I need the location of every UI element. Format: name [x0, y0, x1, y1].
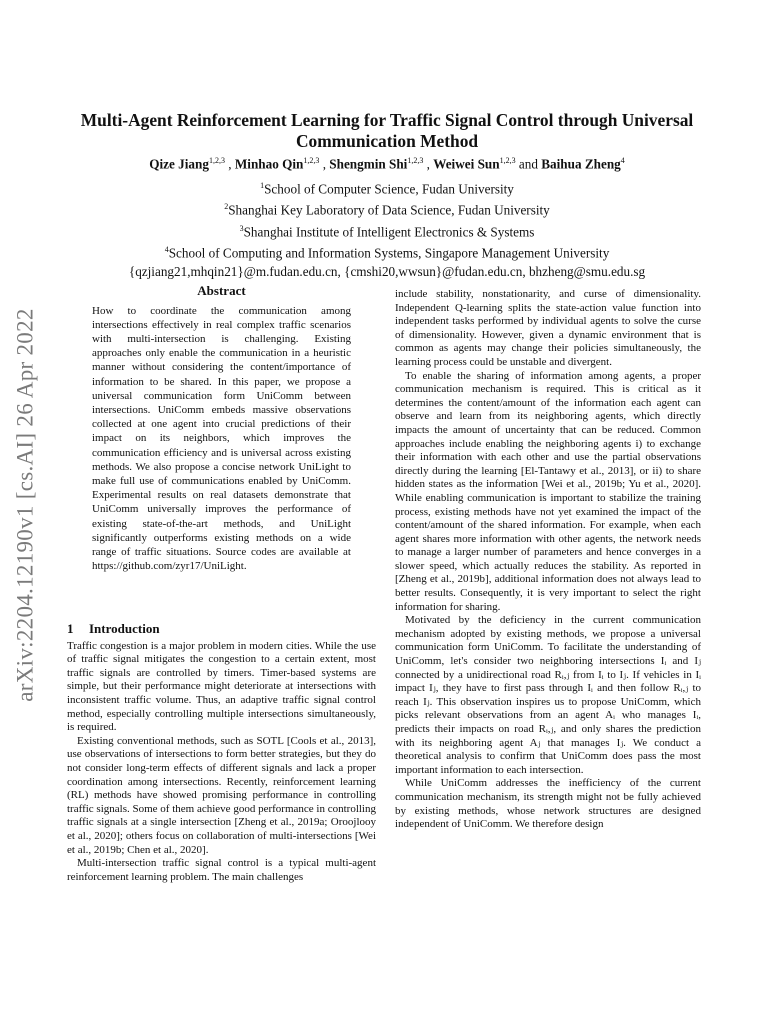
introduction-section [67, 622, 376, 884]
affiliation-text: Shanghai Key Laboratory of Data Science, Fudan University [228, 202, 550, 218]
body-paragraph: To enable the sharing of information among agents, a proper communication mechanism is required. This is critical as it determines the content/amount of the information each agent can observe and learn from its neighboring agents, which directly impacts the amount of uncertainty that can be reduced. Common approaches include enabling the neighboring agents i) to exchange their information with each other and use the partial observations directly during the learning [El-Tantawy et al., 2013], or ii) to share hidden states as the information [Wei et al., 2019b; Yu et al., 2020]. While enabling communication is important to stabilize the training process, existing methods have not yet examined the impact of the content/amount of the shared information. For example, when each agent shares more information with other agents, the network needs to manage a larger number of parameters and hence converges in a slower speed, which actually reduces the stability. As reported in [Zheng et al., 2019b], additional information does not always lead to better results. Consequently, it is very important to select the right information for sharing. [395, 369, 701, 613]
author-separator: , [224, 156, 235, 172]
author-name: Weiwei Sun [433, 156, 500, 172]
affiliation-text: School of Computer Science, Fudan University [264, 181, 514, 197]
body-paragraph: While UniComm addresses the inefficiency of the current communication mechanism, its strength might not be fully achieved by existing methods, whose network structures are designed independent of UniComm. We therefore design [395, 777, 701, 831]
author-list [62, 156, 712, 172]
body-paragraph: Motivated by the deficiency in the current communication mechanism adopted by existing methods, we propose a universal communication form UniComm. To facilitate the understanding of UniComm, let's consider two neighboring intersections Iᵢ and Iⱼ connected by a unidirectional road Rᵢ,ⱼ from Iᵢ to Iⱼ. If vehicles in Iᵢ impact Iⱼ, they have to first pass through Iᵢ and then follow Rᵢ,ⱼ to reach Iⱼ. This observation inspires us to propose UniComm, which picks relevant observations from an agent Aᵢ who manages Iᵢ, predicts their impacts on road Rᵢ,ⱼ, and only shares the prediction with its neighboring agent Aⱼ that manages Iⱼ. We conduct a theoretical analysis to confirm that UniComm does pass the most important information to each intersection. [395, 614, 701, 776]
author-affiliation-marker: 1,2,3 [407, 156, 424, 165]
section-title: Introduction [89, 621, 160, 636]
affiliation-line [62, 177, 712, 198]
author-emails: {qzjiang21,mhqin21}@m.fudan.edu.cn, {cmshi20,wwsun}@fudan.edu.cn, bhzheng@smu.edu.sg [128, 263, 646, 279]
author-name: Minhao Qin [234, 156, 304, 172]
right-column [395, 288, 701, 832]
paper-title: Multi-Agent Reinforcement Learning for Traffic Signal Control through Universal Communication Method [80, 110, 694, 151]
affiliation-marker: 1 [260, 181, 265, 190]
affiliation-marker: 2 [224, 202, 229, 212]
author-name: Qize Jiang [149, 156, 209, 172]
intro-paragraph: Multi-intersection traffic signal control is a typical multi-agent reinforcement learning problem. The main challenges [67, 857, 376, 883]
intro-paragraph: Traffic congestion is a major problem in modern cities. While the use of traffic signal mitigates the congestion to a certain extent, most traffic signals are controlled by timers. Timer-based systems are simple, but their performance might deteriorate at intersections with inconsistent traffic volume. Thus, an adaptive traffic signal control method, especially controlling multiple intersections simultaneously, is required. [67, 639, 376, 734]
body-paragraph: include stability, nonstationarity, and curse of dimensionality. Independent Q-learning splits the state-action value function into independent tasks performed by individual agents to solve the curse of dimensionality. However, given a dynamic environment that is common as agents may change their policies simultaneously, the learning process could be unstable and divergent. [395, 288, 701, 368]
arxiv-stamp [6, 270, 46, 740]
intro-paragraph: Existing conventional methods, such as SOTL [Cools et al., 2013], use observations of intersections to form better strategies, but they do not consider long-term effects of different signals and lack a proper coordination among intersections. Recently, reinforcement learning (RL) methods have showed promising performance in controlling traffic signals. Some of them achieve good performance in controlling traffic signals at a single intersection [Zheng et al., 2019a; Oroojlooy et al., 2020]; others focus on collaboration of multi-intersections [Wei et al., 2019b; Chen et al., 2020]. [67, 734, 376, 856]
affiliation-line [62, 198, 712, 219]
section-number: 1 [67, 621, 74, 636]
author-separator: , [319, 156, 330, 172]
author-separator: , [423, 156, 434, 172]
left-column [92, 284, 351, 573]
author-affiliation-marker: 1,2,3 [303, 156, 320, 165]
author-name: Shengmin Shi [329, 156, 408, 172]
author-name: Baihua Zheng [541, 156, 621, 172]
section-heading [67, 622, 376, 636]
affiliation-marker: 3 [239, 223, 244, 233]
arxiv-stamp-text: arXiv:2204.12190v1 [cs.AI] 26 Apr 2022 [13, 308, 38, 702]
affiliation-list [62, 177, 712, 281]
author-affiliation-marker: 1,2,3 [208, 156, 225, 165]
affiliation-line [62, 241, 712, 262]
author-affiliation-marker: 4 [620, 156, 625, 165]
affiliation-marker: 4 [164, 245, 169, 255]
abstract-text: How to coordinate the communication among intersections effectively in real complex traffic scenarios with multi-intersection is challenging. Existing approaches only enable the communication in a heuristic manner without considering the content/importance of information to be shared. In this paper, we propose a universal communication form UniComm between intersections. UniComm embeds massive observations collected at one agent into crucial predictions of their impact on its neighbors, which improves the communication efficiency and is universal across existing methods. We also propose a concise network UniLight to make full use of communications enabled by UniComm. Experimental results on real datasets demonstrate that UniComm universally improves the performance of existing state-of-the-art methods, and UniLight significantly outperforms existing methods on a wide range of traffic situations. Source codes are available at https://github.com/zyr17/UniLight. [92, 304, 351, 573]
affiliation-line [62, 220, 712, 241]
author-separator: and [515, 156, 542, 172]
author-affiliation-marker: 1,2,3 [499, 156, 516, 165]
affiliation-text: Shanghai Institute of Intelligent Electronics & Systems [243, 224, 535, 240]
abstract-heading: Abstract [197, 283, 246, 298]
affiliation-text: School of Computing and Information Systems, Singapore Management University [168, 245, 610, 261]
